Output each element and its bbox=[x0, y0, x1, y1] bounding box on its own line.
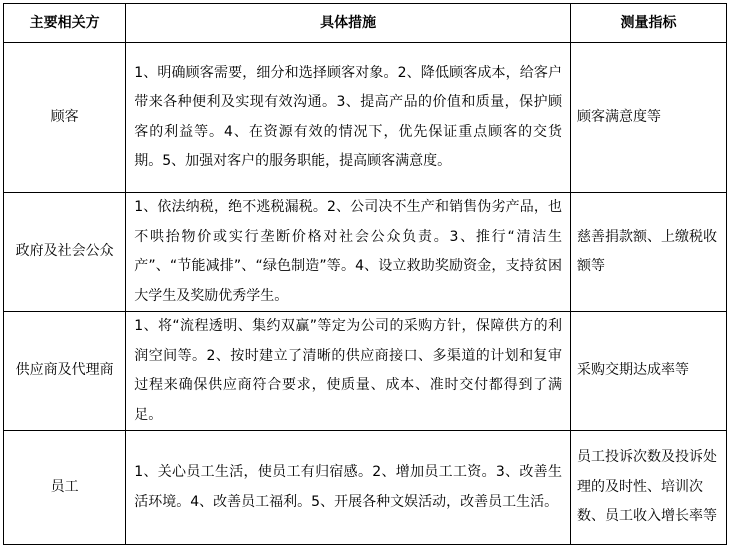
table-row bbox=[4, 193, 727, 312]
metric-cell: 采购交期达成率等 bbox=[571, 312, 727, 431]
measures-cell: 1、将“流程透明、集约双赢”等定为公司的采购方针，保障供方的利润空间等。2、按时建立了清晰的供应商接口、多渠道的计划和复审过程来确保供应商符合要求，使质量、成本、准时交付都得到了满足。 bbox=[126, 312, 571, 431]
header-metric: 测量指标 bbox=[571, 4, 727, 43]
party-cell: 政府及社会公众 bbox=[4, 193, 126, 312]
measures-cell: 1、明确顾客需要，细分和选择顾客对象。2、降低顾客成本，给客户带来各种便利及实现有效沟通。3、提高产品的价值和质量，保护顾客的利益等。4、在资源有效的情况下，优先保证重点顾客的交货期。5、加强对客户的服务职能，提高顾客满意度。 bbox=[126, 43, 571, 193]
table-row bbox=[4, 431, 727, 545]
stakeholder-table bbox=[3, 3, 727, 545]
metric-cell: 员工投诉次数及投诉处理的及时性、培训次数、员工收入增长率等 bbox=[571, 431, 727, 545]
table-row bbox=[4, 43, 727, 193]
table-row bbox=[4, 312, 727, 431]
measures-cell: 1、关心员工生活，使员工有归宿感。2、增加员工工资。3、改善生活环境。4、改善员工福利。5、开展各种文娱活动，改善员工生活。 bbox=[126, 431, 571, 545]
metric-cell: 慈善捐款额、上缴税收额等 bbox=[571, 193, 727, 312]
party-cell: 员工 bbox=[4, 431, 126, 545]
header-measures: 具体措施 bbox=[126, 4, 571, 43]
measures-cell: 1、依法纳税，绝不逃税漏税。2、公司决不生产和销售伪劣产品，也不哄抬物价或实行垄断价格对社会公众负责。3、推行“清洁生产”、“节能减排”、“绿色制造”等。4、设立救助奖励资金，支持贫困大学生及奖励优秀学生。 bbox=[126, 193, 571, 312]
header-party: 主要相关方 bbox=[4, 4, 126, 43]
party-cell: 供应商及代理商 bbox=[4, 312, 126, 431]
header-row bbox=[4, 4, 727, 43]
party-cell: 顾客 bbox=[4, 43, 126, 193]
metric-cell: 顾客满意度等 bbox=[571, 43, 727, 193]
